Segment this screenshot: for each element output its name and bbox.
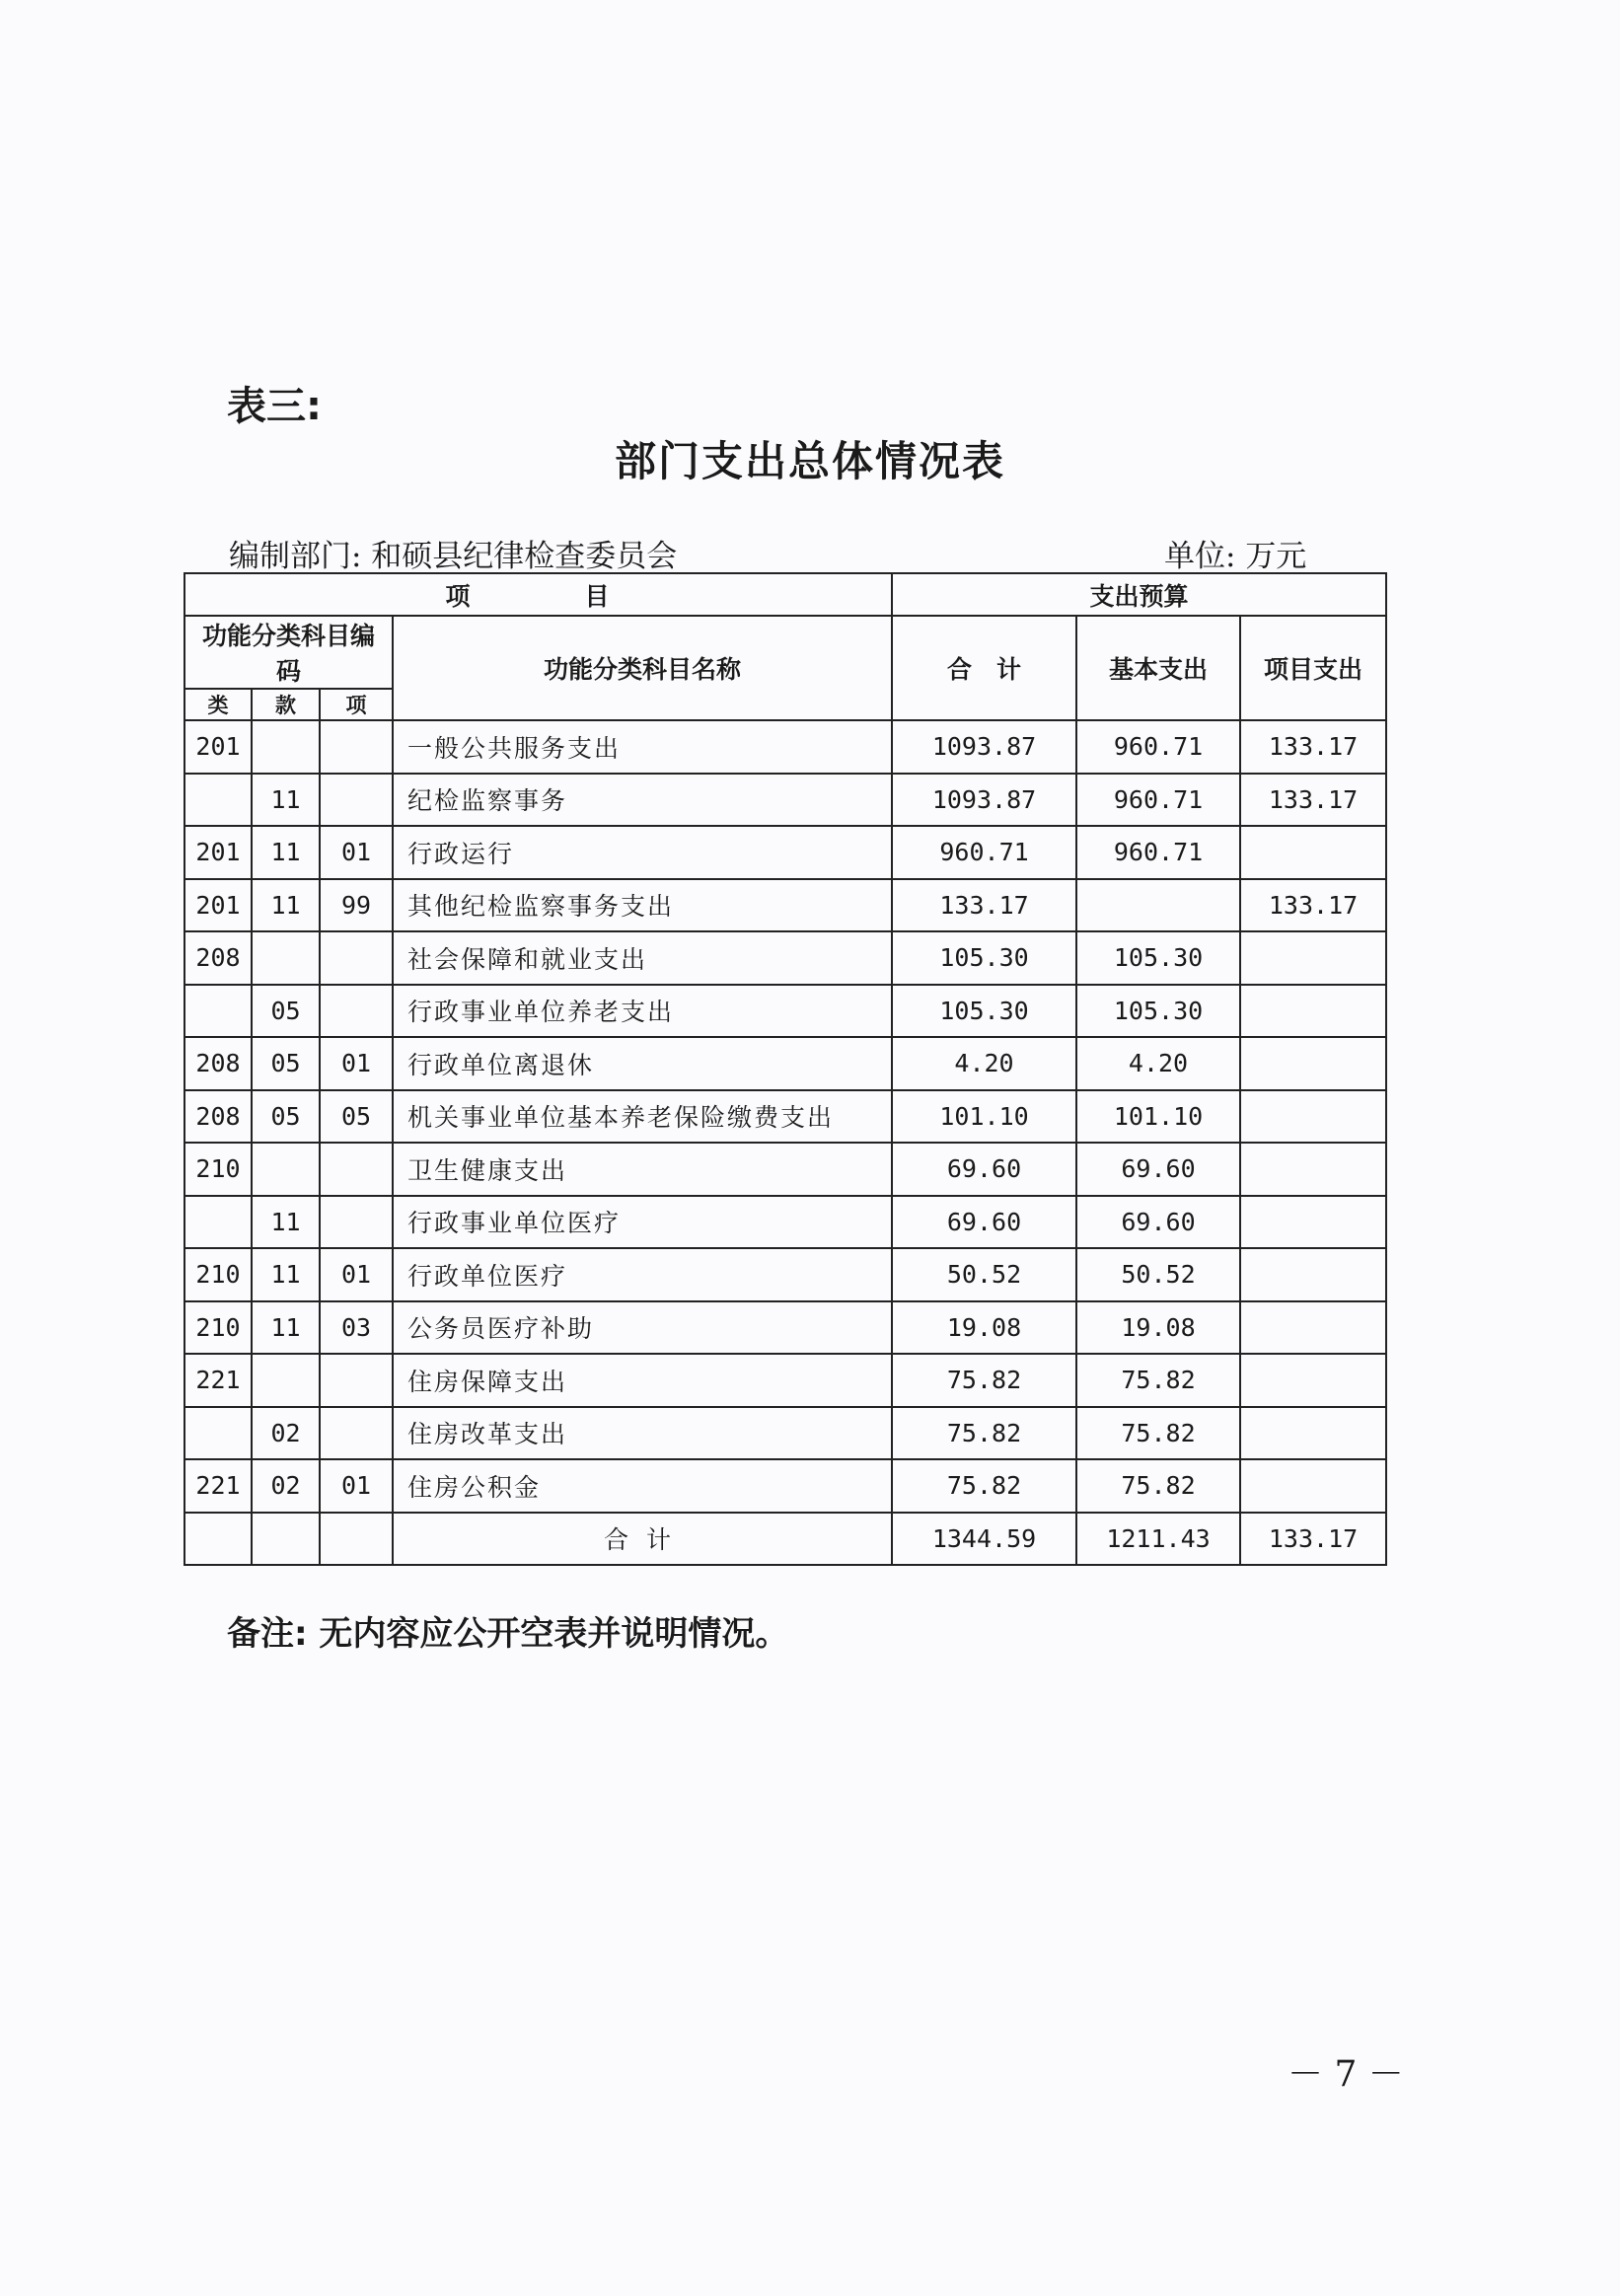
cell-lei: 201: [184, 879, 252, 932]
cell-total: 1093.87: [892, 720, 1076, 774]
cell-total: 133.17: [892, 879, 1076, 932]
table-row: [184, 774, 1386, 827]
cell-basic: 101.10: [1076, 1090, 1240, 1144]
header-code-group: 功能分类科目编码: [184, 616, 393, 689]
unit-label: 单位: 万元: [1164, 539, 1307, 574]
cell-basic: 960.71: [1076, 826, 1240, 879]
cell-project: [1240, 1196, 1386, 1249]
page-number: － 7 －: [1288, 2054, 1404, 2095]
cell-lei: 201: [184, 826, 252, 879]
cell-project: [1240, 1459, 1386, 1513]
cell-basic: 19.08: [1076, 1301, 1240, 1355]
cell-basic: 4.20: [1076, 1037, 1240, 1090]
total-project: 133.17: [1240, 1513, 1386, 1566]
cell-name: 住房保障支出: [393, 1354, 892, 1407]
cell-kuan: [252, 1143, 320, 1196]
table-row: [184, 931, 1386, 985]
header-basic: 基本支出: [1076, 616, 1240, 720]
cell-project: 133.17: [1240, 774, 1386, 827]
cell-basic: 75.82: [1076, 1354, 1240, 1407]
cell-name: 公务员医疗补助: [393, 1301, 892, 1355]
page-title: 部门支出总体情况表: [614, 437, 1005, 485]
table-row: [184, 985, 1386, 1038]
total-basic: 1211.43: [1076, 1513, 1240, 1566]
cell-project: 133.17: [1240, 720, 1386, 774]
cell-kuan: [252, 1354, 320, 1407]
table-row: [184, 1407, 1386, 1460]
header-budget: 支出预算: [892, 573, 1386, 616]
table-row: [184, 720, 1386, 774]
note: 备注: 无内容应公开空表并说明情况。: [227, 1614, 789, 1654]
cell-project: [1240, 985, 1386, 1038]
cell-kuan: [252, 931, 320, 985]
cell-total: 75.82: [892, 1407, 1076, 1460]
cell-project: [1240, 1090, 1386, 1144]
cell-xiang: [320, 774, 393, 827]
cell-name: 行政单位离退休: [393, 1037, 892, 1090]
table-row: [184, 1459, 1386, 1513]
cell-lei: 221: [184, 1459, 252, 1513]
table-row: [184, 1354, 1386, 1407]
cell-basic: 105.30: [1076, 931, 1240, 985]
table-row: [184, 826, 1386, 879]
header-item: 项 目: [184, 573, 892, 616]
cell-name: 一般公共服务支出: [393, 720, 892, 774]
table-row: [184, 1248, 1386, 1301]
cell-xiang: [320, 931, 393, 985]
cell-kuan: 02: [252, 1459, 320, 1513]
department-label: 编制部门: 和硕县纪律检查委员会: [229, 539, 678, 574]
cell-basic: 69.60: [1076, 1196, 1240, 1249]
cell-lei: 208: [184, 1090, 252, 1144]
header-total: 合 计: [892, 616, 1076, 720]
cell-kuan: 11: [252, 879, 320, 932]
table-label: 表三:: [227, 384, 322, 429]
cell-lei: [184, 985, 252, 1038]
cell-xiang: 05: [320, 1090, 393, 1144]
cell-name: 住房改革支出: [393, 1407, 892, 1460]
cell-project: [1240, 826, 1386, 879]
cell-total: 4.20: [892, 1037, 1076, 1090]
cell-kuan: 11: [252, 1248, 320, 1301]
table-row: [184, 1143, 1386, 1196]
cell-project: 133.17: [1240, 879, 1386, 932]
cell-lei: 210: [184, 1301, 252, 1355]
cell-name: 行政事业单位养老支出: [393, 985, 892, 1038]
cell-xiang: 01: [320, 1037, 393, 1090]
cell-xiang: [320, 1143, 393, 1196]
cell-lei: 201: [184, 720, 252, 774]
cell-xiang: [320, 720, 393, 774]
header-project: 项目支出: [1240, 616, 1386, 720]
header-xiang: 项: [320, 689, 393, 720]
cell-lei: 208: [184, 1037, 252, 1090]
table-row: [184, 1301, 1386, 1355]
table-row: [184, 1196, 1386, 1249]
cell-lei: 208: [184, 931, 252, 985]
cell-project: [1240, 1037, 1386, 1090]
cell-lei: 221: [184, 1354, 252, 1407]
cell-lei: [184, 1407, 252, 1460]
cell-lei: 210: [184, 1143, 252, 1196]
cell-xiang: 01: [320, 826, 393, 879]
cell-name: 住房公积金: [393, 1459, 892, 1513]
cell-project: [1240, 931, 1386, 985]
cell-name: 社会保障和就业支出: [393, 931, 892, 985]
cell-kuan: 02: [252, 1407, 320, 1460]
cell-xiang: 01: [320, 1459, 393, 1513]
cell-kuan: 11: [252, 1196, 320, 1249]
cell-total: 75.82: [892, 1459, 1076, 1513]
cell-kuan: 05: [252, 1037, 320, 1090]
cell-xiang: [320, 1407, 393, 1460]
total-total: 1344.59: [892, 1513, 1076, 1566]
budget-table: [184, 572, 1387, 1566]
table-row: [184, 879, 1386, 932]
cell-kuan: 11: [252, 1301, 320, 1355]
cell-basic: 50.52: [1076, 1248, 1240, 1301]
cell-xiang: 99: [320, 879, 393, 932]
cell-total: 105.30: [892, 931, 1076, 985]
cell-name: 纪检监察事务: [393, 774, 892, 827]
cell-kuan: 05: [252, 985, 320, 1038]
cell-total: 105.30: [892, 985, 1076, 1038]
cell-kuan: 05: [252, 1090, 320, 1144]
header-lei: 类: [184, 689, 252, 720]
cell-basic: 105.30: [1076, 985, 1240, 1038]
cell-total: 69.60: [892, 1196, 1076, 1249]
cell-kuan: [252, 720, 320, 774]
cell-total: 960.71: [892, 826, 1076, 879]
cell-name: 行政单位医疗: [393, 1248, 892, 1301]
cell-xiang: 01: [320, 1248, 393, 1301]
total-label: 合计: [393, 1513, 892, 1566]
header-kuan: 款: [252, 689, 320, 720]
cell-name: 行政运行: [393, 826, 892, 879]
cell-lei: [184, 774, 252, 827]
header-name: 功能分类科目名称: [393, 616, 892, 720]
cell-xiang: [320, 1196, 393, 1249]
cell-xiang: 03: [320, 1301, 393, 1355]
cell-lei: [184, 1196, 252, 1249]
cell-total: 19.08: [892, 1301, 1076, 1355]
cell-total: 50.52: [892, 1248, 1076, 1301]
cell-basic: 960.71: [1076, 774, 1240, 827]
cell-basic: [1076, 879, 1240, 932]
table-body: [184, 720, 1386, 1513]
cell-kuan: 11: [252, 826, 320, 879]
cell-xiang: [320, 1354, 393, 1407]
cell-project: [1240, 1248, 1386, 1301]
cell-name: 其他纪检监察事务支出: [393, 879, 892, 932]
total-row: [184, 1513, 1386, 1566]
cell-total: 101.10: [892, 1090, 1076, 1144]
cell-name: 行政事业单位医疗: [393, 1196, 892, 1249]
cell-name: 卫生健康支出: [393, 1143, 892, 1196]
table-row: [184, 1037, 1386, 1090]
cell-project: [1240, 1143, 1386, 1196]
cell-project: [1240, 1301, 1386, 1355]
cell-project: [1240, 1354, 1386, 1407]
cell-name: 机关事业单位基本养老保险缴费支出: [393, 1090, 892, 1144]
cell-total: 1093.87: [892, 774, 1076, 827]
table-row: [184, 1090, 1386, 1144]
cell-xiang: [320, 985, 393, 1038]
cell-basic: 69.60: [1076, 1143, 1240, 1196]
cell-basic: 960.71: [1076, 720, 1240, 774]
cell-total: 69.60: [892, 1143, 1076, 1196]
cell-project: [1240, 1407, 1386, 1460]
cell-basic: 75.82: [1076, 1459, 1240, 1513]
cell-basic: 75.82: [1076, 1407, 1240, 1460]
cell-total: 75.82: [892, 1354, 1076, 1407]
cell-kuan: 11: [252, 774, 320, 827]
cell-lei: 210: [184, 1248, 252, 1301]
